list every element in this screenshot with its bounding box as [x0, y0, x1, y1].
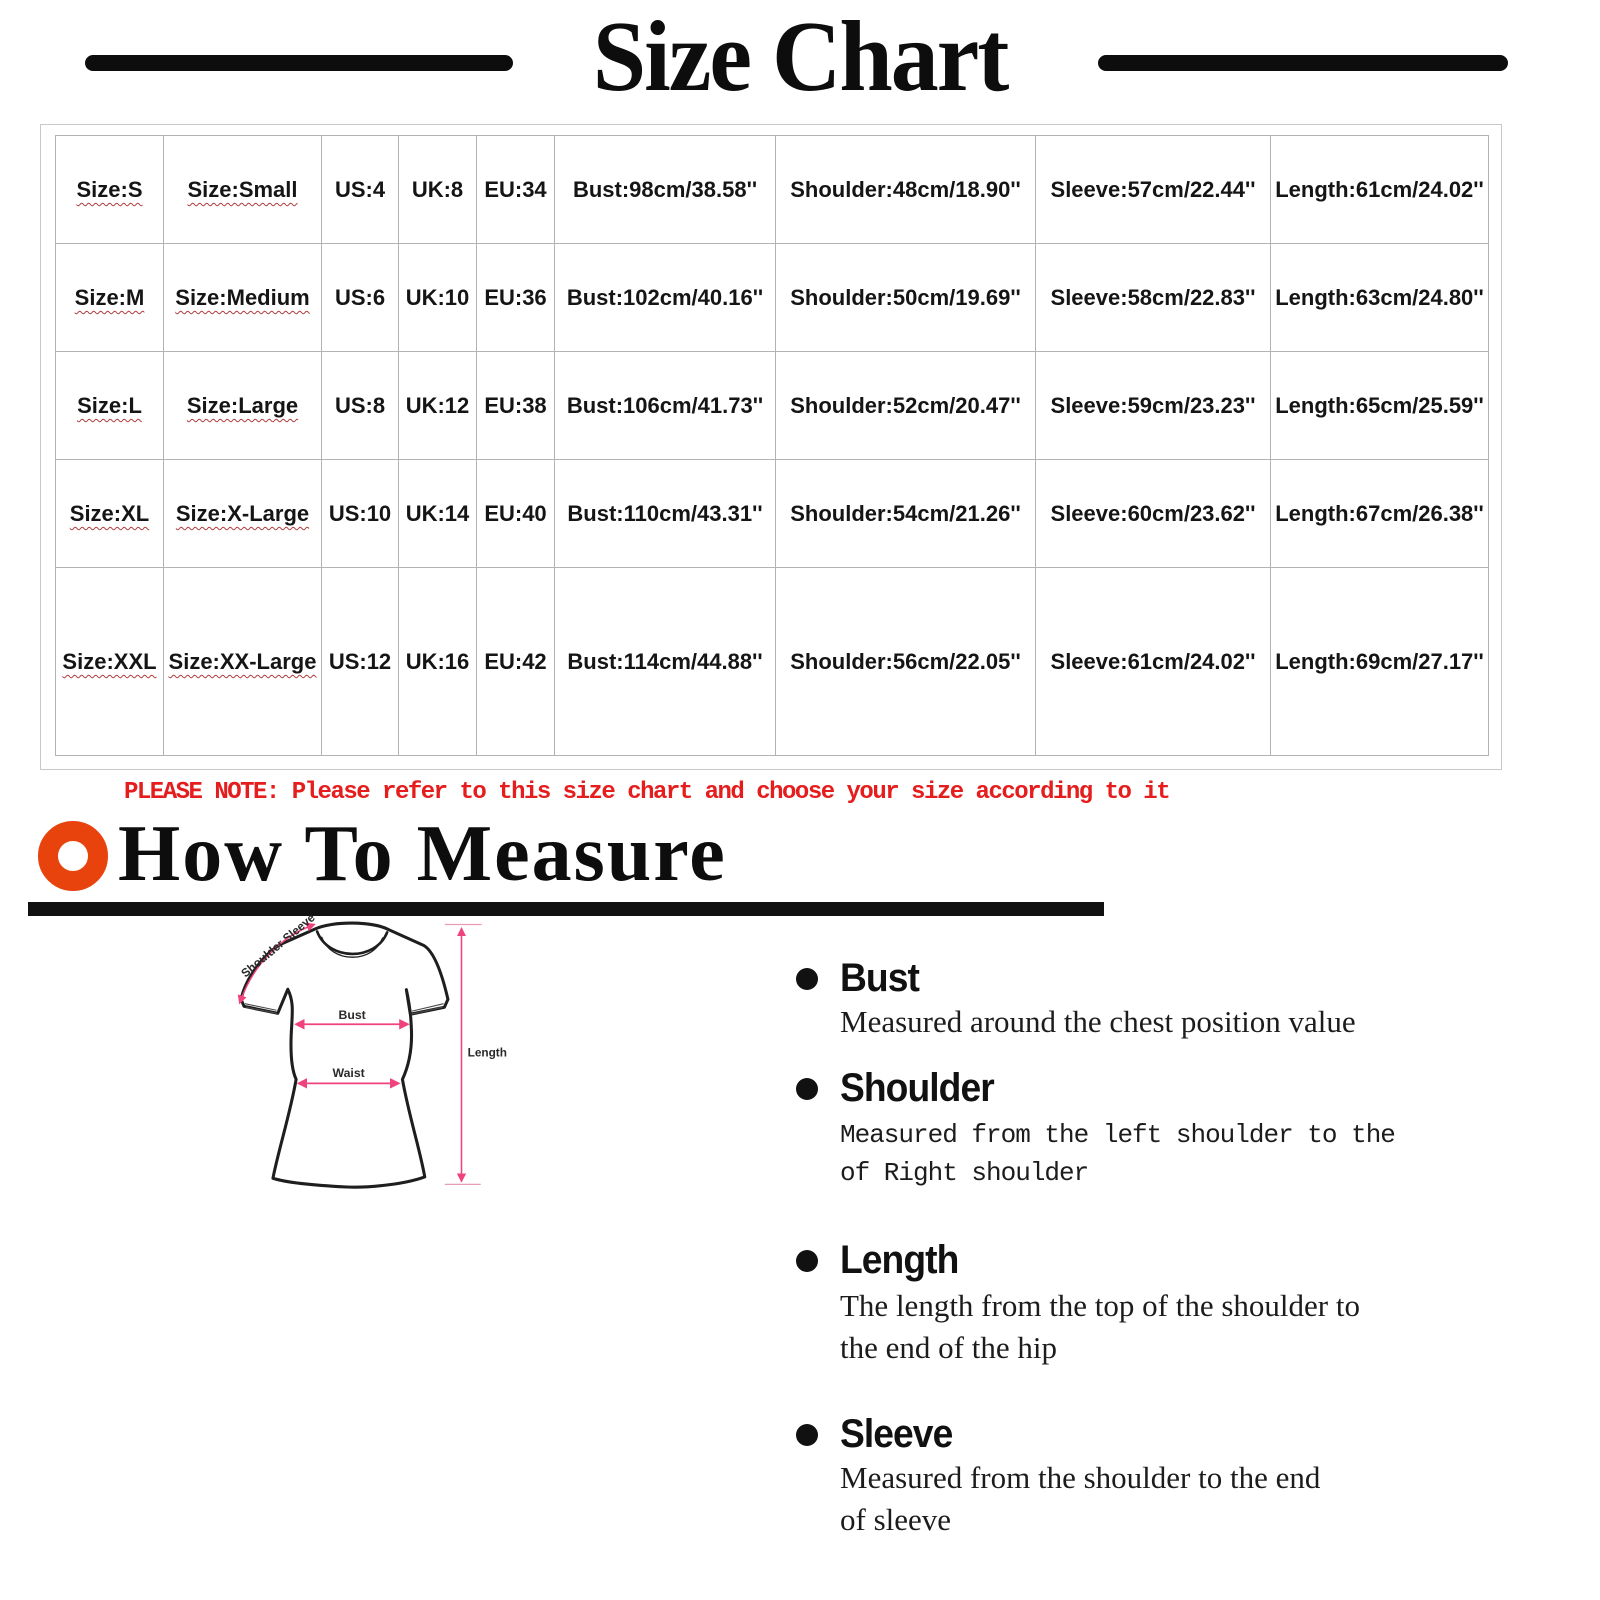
guide-desc-line: the end of the hip — [840, 1330, 1057, 1365]
cell-us: US:6 — [322, 244, 399, 352]
cell-uk: UK:16 — [399, 568, 477, 756]
cell-us: US:10 — [322, 460, 399, 568]
cell-sleeve: Sleeve:59cm/23.23'' — [1036, 352, 1271, 460]
tshirt-measure-diagram — [0, 900, 720, 1600]
please-note-text: PLEASE NOTE: Please refer to this size chart and choose your size according to it — [124, 779, 1170, 806]
cell-eu: EU:42 — [477, 568, 555, 756]
cell-length: Length:61cm/24.02'' — [1271, 136, 1489, 244]
guide-desc-line: of sleeve — [840, 1502, 952, 1537]
cell-bust: Bust:102cm/40.16'' — [555, 244, 776, 352]
cell-shoulder: Shoulder:54cm/21.26'' — [776, 460, 1036, 568]
cell-us: US:12 — [322, 568, 399, 756]
cell-size-code: Size:XL — [56, 460, 164, 568]
guide-heading: Shoulder — [840, 1066, 994, 1110]
cell-shoulder: Shoulder:50cm/19.69'' — [776, 244, 1036, 352]
bullet-icon — [796, 1250, 818, 1272]
guide-desc-line: Measured from the shoulder to the end — [840, 1460, 1321, 1495]
cell-us: US:4 — [322, 136, 399, 244]
length-label: Length — [467, 1045, 507, 1060]
waist-label: Waist — [332, 1066, 365, 1081]
cell-bust: Bust:110cm/43.31'' — [555, 460, 776, 568]
cell-size-name: Size:Medium — [164, 244, 322, 352]
cell-uk: UK:8 — [399, 136, 477, 244]
cell-size-name: Size:Large — [164, 352, 322, 460]
tshirt-outline — [241, 923, 448, 1187]
guide-heading: Sleeve — [840, 1412, 953, 1456]
bullet-icon — [796, 968, 818, 990]
table-row — [56, 136, 1489, 244]
table-row — [56, 352, 1489, 460]
cell-shoulder: Shoulder:48cm/18.90'' — [776, 136, 1036, 244]
table-row — [56, 568, 1489, 756]
page-title: Size Chart — [592, 0, 1008, 113]
cell-eu: EU:36 — [477, 244, 555, 352]
cell-uk: UK:14 — [399, 460, 477, 568]
cell-shoulder: Shoulder:56cm/22.05'' — [776, 568, 1036, 756]
cell-us: US:8 — [322, 352, 399, 460]
cell-uk: UK:12 — [399, 352, 477, 460]
cell-bust: Bust:114cm/44.88'' — [555, 568, 776, 756]
guide-desc-line: Measured around the chest position value — [840, 1004, 1356, 1039]
shoulder-sleeve-label: Shoulder Sleeve — [238, 910, 318, 981]
cell-sleeve: Sleeve:57cm/22.44'' — [1036, 136, 1271, 244]
ring-icon — [38, 821, 108, 891]
bullet-icon — [796, 1078, 818, 1100]
guide-desc-line: The length from the top of the shoulder to — [840, 1288, 1360, 1323]
cell-bust: Bust:98cm/38.58'' — [555, 136, 776, 244]
how-to-measure-title: How To Measure — [118, 810, 727, 898]
cell-sleeve: Sleeve:60cm/23.62'' — [1036, 460, 1271, 568]
table-row — [56, 460, 1489, 568]
cell-size-name: Size:X-Large — [164, 460, 322, 568]
cell-size-name: Size:XX-Large — [164, 568, 322, 756]
table-row — [56, 244, 1489, 352]
cell-shoulder: Shoulder:52cm/20.47'' — [776, 352, 1036, 460]
cell-length: Length:63cm/24.80'' — [1271, 244, 1489, 352]
cell-eu: EU:40 — [477, 460, 555, 568]
cell-sleeve: Sleeve:61cm/24.02'' — [1036, 568, 1271, 756]
cell-size-code: Size:XXL — [56, 568, 164, 756]
cell-sleeve: Sleeve:58cm/22.83'' — [1036, 244, 1271, 352]
size-table — [55, 135, 1489, 756]
bullet-icon — [796, 1424, 818, 1446]
bust-label: Bust — [338, 1008, 366, 1022]
guide-desc-line: Measured from the left shoulder to the — [840, 1120, 1395, 1150]
cell-size-code: Size:L — [56, 352, 164, 460]
guide-desc-line: of Right shoulder — [840, 1158, 1089, 1188]
guide-heading: Bust — [840, 956, 919, 1000]
cell-length: Length:67cm/26.38'' — [1271, 460, 1489, 568]
cell-length: Length:65cm/25.59'' — [1271, 352, 1489, 460]
cell-size-code: Size:M — [56, 244, 164, 352]
cell-eu: EU:34 — [477, 136, 555, 244]
cell-eu: EU:38 — [477, 352, 555, 460]
cell-size-name: Size:Small — [164, 136, 322, 244]
cell-length: Length:69cm/27.17'' — [1271, 568, 1489, 756]
cell-bust: Bust:106cm/41.73'' — [555, 352, 776, 460]
cell-size-code: Size:S — [56, 136, 164, 244]
guide-heading: Length — [840, 1238, 959, 1282]
cell-uk: UK:10 — [399, 244, 477, 352]
